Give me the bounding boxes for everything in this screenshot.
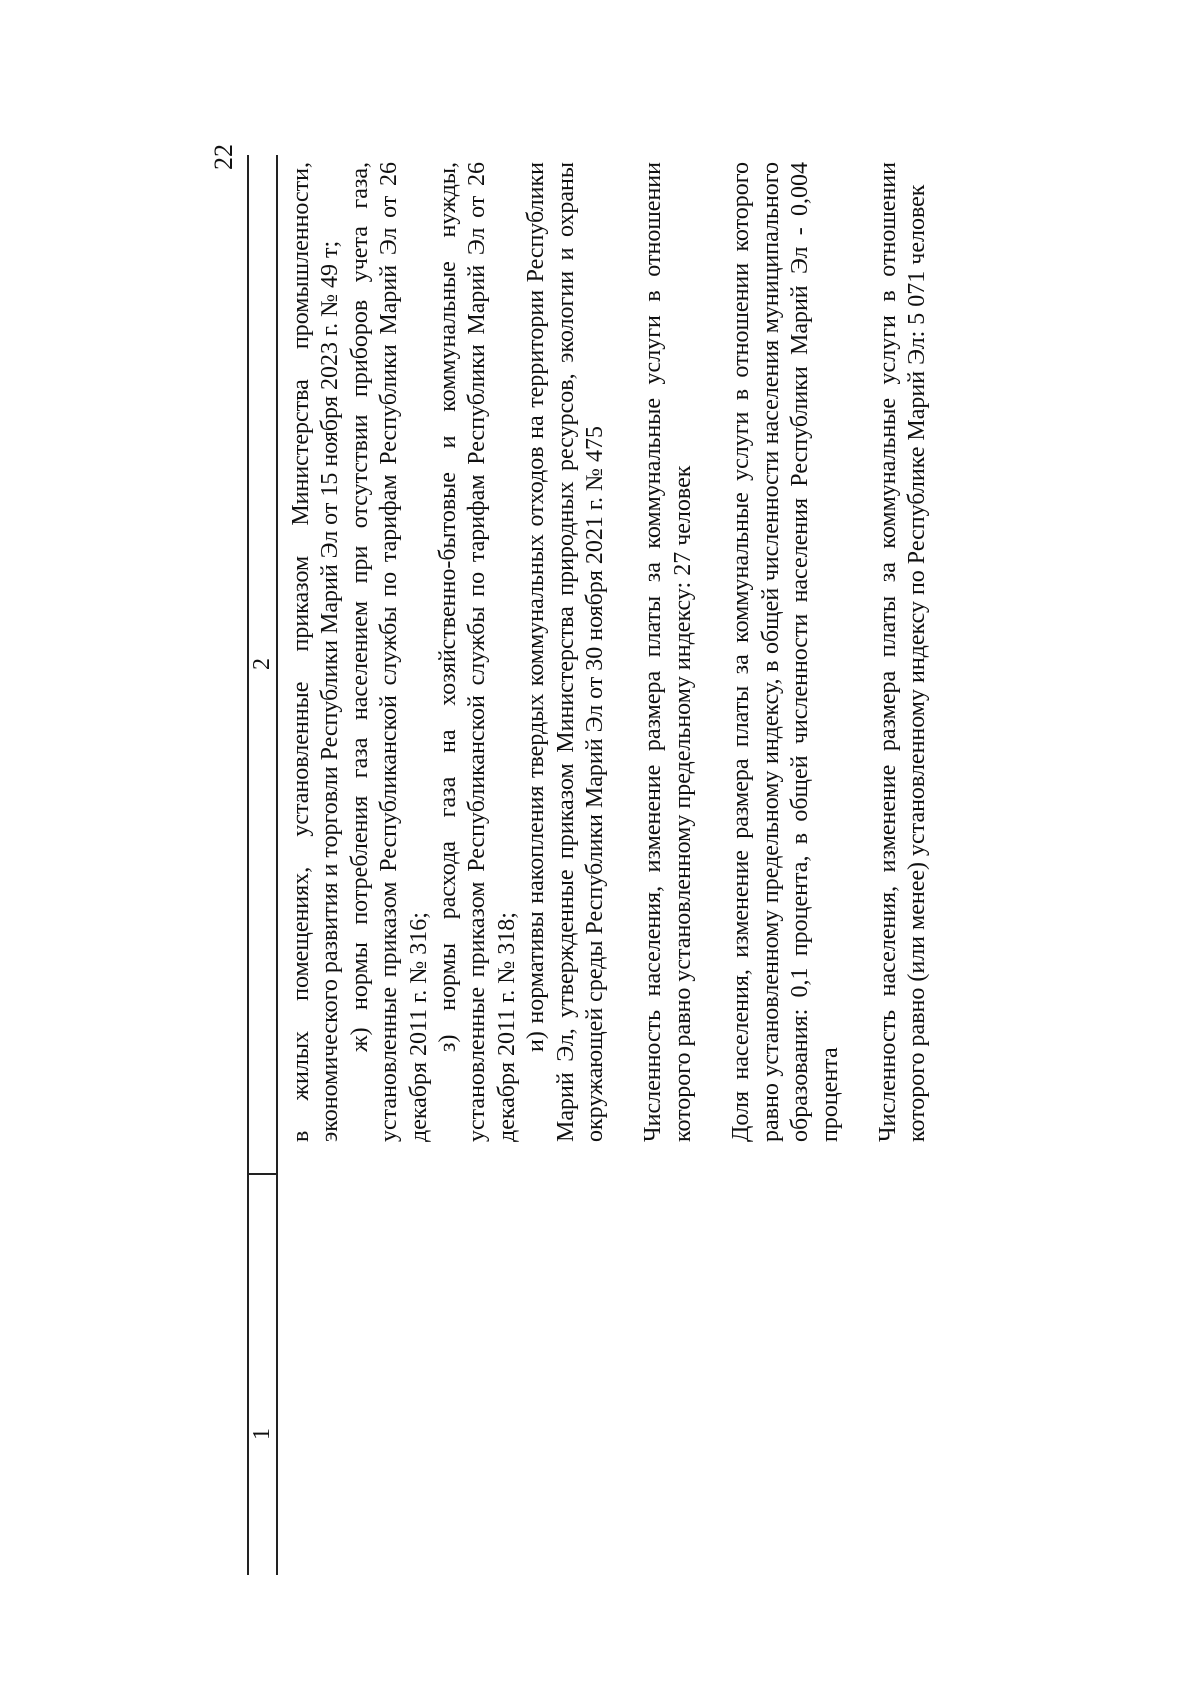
list-item-i: и) нормативы накопления твердых коммунальных отходов на территории Республики Марий Эл, утвержденные приказом Министерства природных ресурсов, экологии и охраны окружающей среды Республики Марий Эл от 30 ноября 2021 г. № 475 — [523, 162, 609, 1142]
list-item-zh: ж) нормы потребления газа населением при отсутствии приборов учета газа, установленные приказом Республиканской службы по тарифам Республики Марий Эл от 26 декабря 2011 г. № 316; — [346, 162, 432, 1142]
list-item-z: з) нормы расхода газа на хозяйственно-бытовые и коммунальные нужды, установленные приказом Республиканской службы по тарифам Республики Марий Эл от 26 декабря 2011 г. № 318; — [435, 162, 520, 1142]
page-number: 22 — [209, 144, 238, 170]
continuation-paragraph: в жилых помещениях, установленные приказом Министерства промышленности, экономического развития и торговли Республики Марий Эл от 15 ноября 2023 г. № 49 т; — [288, 162, 344, 1142]
column-2-content — [287, 162, 933, 1142]
table-header-border — [276, 155, 278, 1575]
table-top-border — [247, 155, 249, 1575]
population-below-index-block: Численность населения, изменение размера платы за коммунальные услуги в отношении которого равно (или менее) установленному индексу по Республике Марий Эл: 5 071 человек — [874, 162, 931, 1142]
column-header-2: 2 — [249, 658, 275, 670]
population-share-block: Доля населения, изменение размера платы за коммунальные услуги в отношении которого равно установленному предельному индексу, в общей численности населения муниципального образования: 0,1 процента, в общей численности населения Республики Марий Эл - 0,004 процента — [728, 162, 843, 1142]
population-count-block: Численность населения, изменение размера платы за коммунальные услуги в отношении которого равно установленному предельному индексу: 27 человек — [640, 162, 696, 1142]
table-column-divider — [247, 1174, 276, 1176]
rotated-table-page — [209, 144, 970, 1575]
column-header-1: 1 — [249, 1428, 275, 1440]
